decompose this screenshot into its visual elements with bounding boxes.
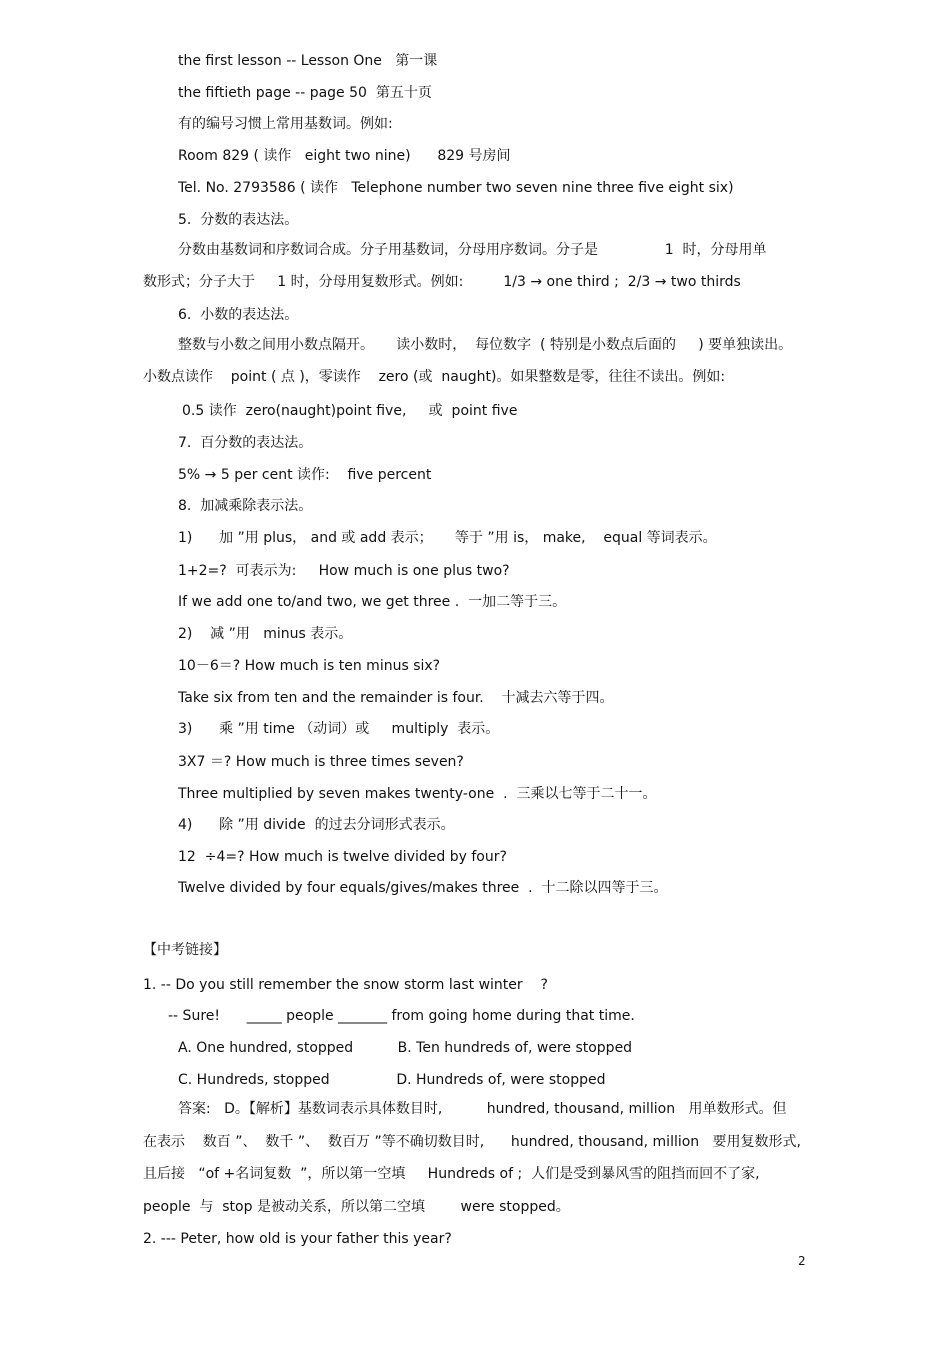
- text-line: 0.5 读作 zero(naught)point five, 或 point five: [182, 403, 518, 419]
- question-line: 2. --- Peter, how old is your father this year?: [143, 1231, 452, 1247]
- answer-option: A. One hundred, stopped B. Ten hundreds of, were stopped: [178, 1040, 633, 1056]
- section-heading: 5. 分数的表达法。: [178, 212, 299, 228]
- answer-explanation: 答案: D。【解析】基数词表示具体数目时, hundred, thousand, million 用单数形式。但: [178, 1101, 787, 1117]
- text-line: 2) 减 ”用 minus 表示。: [178, 626, 353, 642]
- text-line: 有的编号习惯上常用基数词。例如:: [178, 116, 393, 132]
- text-line: 4) 除 ”用 divide 的过去分词形式表示。: [178, 817, 455, 833]
- text-line: 整数与小数之间用小数点隔开。 读小数时， 每位数字 ( 特别是小数点后面的 ) 要单独读出。: [178, 337, 793, 353]
- text-line: 1+2=? 可表示为: How much is one plus two?: [178, 563, 510, 579]
- question-line: 1. -- Do you still remember the snow storm last winter ?: [143, 977, 548, 993]
- section-heading: 6. 小数的表达法。: [178, 307, 299, 323]
- question-line: -- Sure! _____ people _______ from going home during that time.: [168, 1008, 635, 1024]
- section-heading: 7. 百分数的表达法。: [178, 435, 313, 451]
- text-line: Take six from ten and the remainder is four. 十减去六等于四。: [178, 690, 614, 706]
- text-line: Tel. No. 2793586 ( 读作 Telephone number two seven nine three five eight six): [178, 180, 734, 196]
- text-line: 3X7 ＝? How much is three times seven?: [178, 754, 464, 770]
- answer-explanation: 且后接 “of +名词复数 ”，所以第一空填 Hundreds of ; 人们是受到暴风雪的阻挡而回不了家,: [143, 1166, 760, 1182]
- text-line: the first lesson -- Lesson One 第一课: [178, 53, 438, 69]
- page-number: 2: [798, 1254, 806, 1268]
- section-heading: 8. 加减乘除表示法。: [178, 498, 313, 514]
- answer-option: C. Hundreds, stopped D. Hundreds of, were stopped: [178, 1072, 606, 1088]
- section-title: 【中考链接】: [143, 942, 227, 958]
- answer-explanation: 在表示 数百 ”、 数千 ”、 数百万 ”等不确切数目时, hundred, thousand, million 要用复数形式,: [143, 1134, 801, 1150]
- text-line: Twelve divided by four equals/gives/makes three . 十二除以四等于三。: [178, 880, 668, 896]
- text-line: Room 829 ( 读作 eight two nine) 829 号房间: [178, 148, 511, 164]
- text-line: 3) 乘 ”用 time （动词）或 multiply 表示。: [178, 721, 500, 737]
- text-line: 12 ÷4=? How much is twelve divided by four?: [178, 849, 507, 865]
- text-line: If we add one to/and two, we get three . 一加二等于三。: [178, 594, 567, 610]
- text-line: 1) 加 ”用 plus， and 或 add 表示； 等于 ”用 is， make, equal 等词表示。: [178, 530, 717, 546]
- text-line: 分数由基数词和序数词合成。分子用基数词，分母用序数词。分子是 1 时，分母用单: [178, 242, 767, 258]
- text-line: 10－6＝? How much is ten minus six?: [178, 658, 441, 674]
- answer-explanation: people 与 stop 是被动关系，所以第二空填 were stopped。: [143, 1199, 570, 1215]
- text-line: 数形式；分子大于 1 时，分母用复数形式。例如: 1/3 → one third ; 2/3 → two thirds: [143, 274, 741, 290]
- text-line: the fiftieth page -- page 50 第五十页: [178, 85, 432, 101]
- text-line: 小数点读作 point ( 点 )，零读作 zero (或 naught)。如果整数是零，往往不读出。例如:: [143, 369, 726, 385]
- text-line: 5% → 5 per cent 读作: five percent: [178, 467, 432, 483]
- text-line: Three multiplied by seven makes twenty-one . 三乘以七等于二十一。: [178, 786, 657, 802]
